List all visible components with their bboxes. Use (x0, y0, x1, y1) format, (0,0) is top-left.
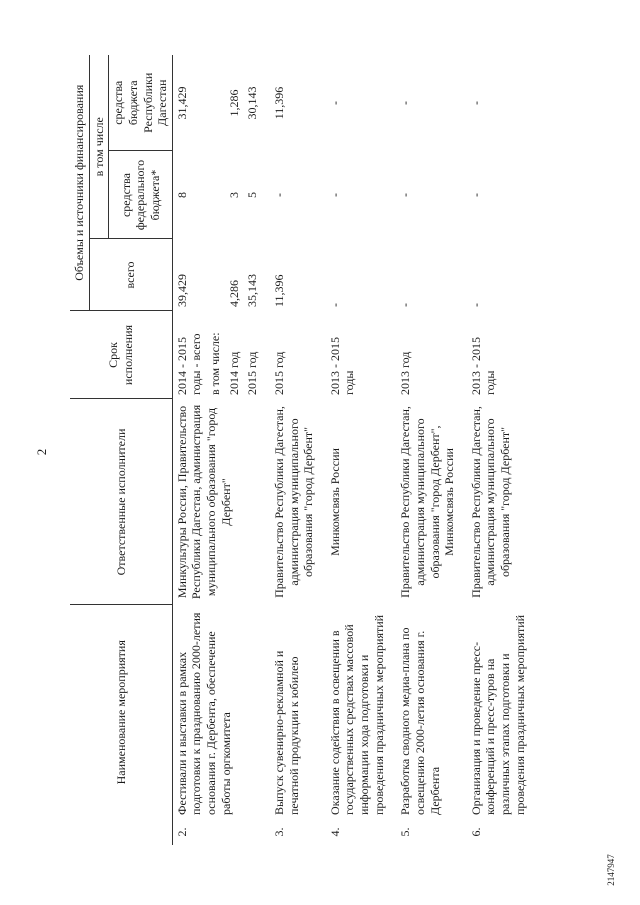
regional-cell: 31,429 (174, 86, 189, 120)
header-number (70, 819, 172, 845)
header-regional: средства бюджета Республики Дагестан (109, 55, 173, 151)
row-number: 4. (327, 827, 342, 837)
responsible-executors: Минкомсвязь России (327, 448, 342, 556)
total-cell: - (327, 303, 342, 307)
responsible-executors: Минкультуры России, Правительство Республики Дагестан, администрация муниципального образования "город Дербент" (174, 404, 233, 600)
table-row (172, 55, 206, 845)
header-total: всего (89, 239, 172, 311)
table-row (459, 55, 530, 845)
deadline-cell: 2013 год (398, 351, 413, 395)
row-number: 5. (398, 827, 413, 837)
federal-cell: 8 (174, 192, 189, 198)
total-cell: - (398, 303, 413, 307)
measure-name: Организация и проведение пресс-конференций и пресс-туров на различных этапах подготовки и проведения праздничных мероприятий (468, 614, 527, 815)
regional-cell: 30,143 (245, 86, 260, 120)
measure-name: Фестивали и выставки в рамках подготовки к празднованию 2000-летия основания г. Дербента, обеспечение работы оргкомитета (174, 612, 233, 815)
header-including: в том числе (89, 55, 109, 239)
regional-cell (206, 55, 225, 151)
table-row (388, 55, 459, 845)
header-financing: Объемы и источники финансирования (70, 55, 89, 311)
federal-cell: - (327, 193, 342, 197)
regional-cell: - (398, 101, 413, 105)
federal-cell: - (271, 193, 286, 197)
rotated-page-content (70, 55, 572, 845)
federal-cell: - (398, 193, 413, 197)
responsible-executors: Правительство Республики Дагестан, администрация муниципального образования "город Дербент" (468, 406, 512, 598)
page-number: 2 (34, 448, 49, 456)
deadline-cell: в том числе: (208, 332, 222, 395)
measure-name: Разработка сводного медиа-плана по освещению 2000-летия основания г. Дербента (398, 627, 442, 815)
responsible-executors: Правительство Республики Дагестан, администрация муниципального образования "город Дербент", Минкомсвязь России (398, 406, 457, 598)
deadline-cell: 2015 год (271, 351, 286, 395)
regional-cell: - (327, 101, 342, 105)
header-executors: Ответственные исполнители (70, 399, 172, 605)
measures-table (70, 55, 529, 845)
regional-cell: 11,396 (271, 86, 286, 120)
row-number: 6. (468, 827, 483, 837)
deadline-cell: 2015 год (245, 351, 260, 395)
deadline-cell: 2013 - 2015 годы (327, 337, 357, 395)
total-cell: 39,429 (174, 274, 189, 307)
total-cell: 35,143 (245, 274, 260, 307)
header-name: Наименование мероприятия (70, 605, 172, 819)
total-cell: 11,396 (271, 274, 286, 307)
federal-cell: 3 (226, 192, 241, 198)
table-row (262, 55, 318, 845)
document-code: 2147947 (606, 854, 616, 886)
table-body (172, 55, 529, 845)
header-federal: средства федерального бюджета* (109, 151, 173, 239)
federal-cell: 5 (245, 192, 260, 198)
deadline-cell: 2013 - 2015 годы (468, 337, 498, 395)
regional-cell: 1,286 (226, 89, 241, 117)
row-number: 2. (174, 827, 189, 837)
deadline-cell: 2014 - 2015 годы - всего (174, 333, 204, 395)
total-cell (206, 239, 225, 311)
total-cell: - (468, 303, 483, 307)
row-number: 3. (271, 827, 286, 837)
federal-cell (206, 151, 225, 239)
measure-name: Выпуск сувенирно-рекламной и печатной продукции к юбилею (271, 650, 301, 815)
responsible-executors: Правительство Республики Дагестан, администрация муниципального образования "город Дербент" (271, 406, 316, 598)
total-cell: 4,286 (226, 280, 241, 307)
header-deadline: Срок исполнения (70, 311, 172, 399)
deadline-cell: 2014 год (226, 351, 241, 395)
measure-name: Оказание содействия в освещении в государственных средствах массовой информации хода подготовки и проведения праздничных мероприятий (327, 614, 386, 815)
regional-cell: - (468, 101, 483, 105)
federal-cell: - (468, 193, 483, 197)
table-row (318, 55, 389, 845)
